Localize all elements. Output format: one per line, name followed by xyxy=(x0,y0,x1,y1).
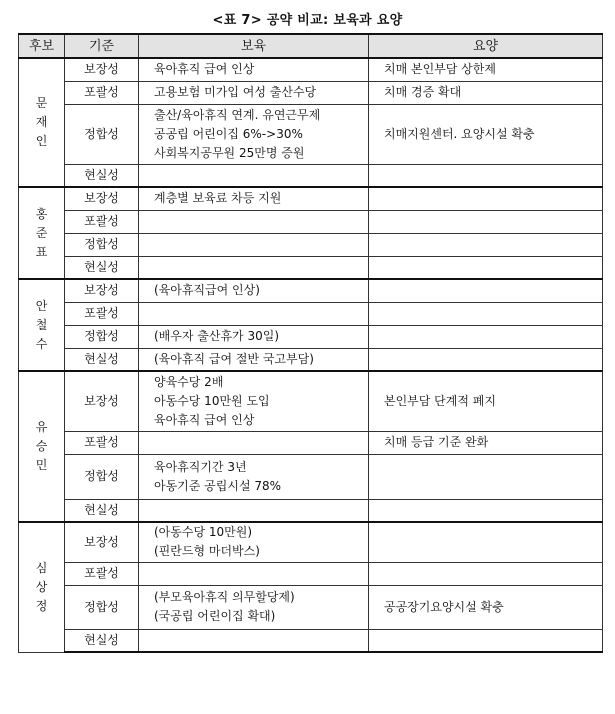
criterion-cell: 보장성 xyxy=(65,187,139,210)
candidate-name-char: 안 xyxy=(35,298,48,313)
childcare-line: 아동수당 10만원 도입 xyxy=(154,393,270,408)
childcare-cell xyxy=(139,164,369,187)
childcare-line: (핀란드형 마더박스) xyxy=(154,544,260,559)
eldercare-cell xyxy=(369,164,603,187)
header-candidate: 후보 xyxy=(19,34,65,58)
table-row xyxy=(19,256,603,279)
childcare-cell xyxy=(139,81,369,104)
candidate-name-char: 정 xyxy=(35,598,48,613)
childcare-cell xyxy=(139,371,369,431)
table-row xyxy=(19,629,603,652)
childcare-line: (배우자 출산휴가 30일) xyxy=(154,329,279,343)
candidate-name-char: 민 xyxy=(35,458,48,472)
criterion-cell: 정합성 xyxy=(65,585,139,629)
table-row xyxy=(19,233,603,256)
eldercare-cell xyxy=(369,233,603,256)
criterion-cell: 정합성 xyxy=(65,104,139,164)
table-row xyxy=(19,371,603,431)
table-row xyxy=(19,164,603,187)
table-row xyxy=(19,302,603,325)
criterion-cell: 보장성 xyxy=(65,58,139,81)
childcare-cell xyxy=(139,585,369,629)
childcare-cell xyxy=(139,210,369,233)
table-row xyxy=(19,585,603,629)
childcare-line: (육아휴직 급여 절반 국고부담) xyxy=(154,351,314,366)
table-row xyxy=(19,499,603,522)
childcare-cell xyxy=(139,58,369,81)
candidate-name-char: 재 xyxy=(35,115,48,129)
childcare-cell xyxy=(139,522,369,562)
candidate-name-char: 상 xyxy=(35,579,48,594)
childcare-line: 고용보험 미가입 여성 출산수당 xyxy=(154,85,317,99)
childcare-line: 양육수당 2배 xyxy=(154,374,224,389)
childcare-line: 계층별 보육료 차등 지원 xyxy=(154,191,282,206)
eldercare-cell xyxy=(369,348,603,371)
candidate-name-char: 홍 xyxy=(35,206,48,221)
candidate-name-cell xyxy=(19,58,65,187)
eldercare-cell xyxy=(369,371,603,431)
table-row xyxy=(19,104,603,164)
childcare-line: (육아휴직급여 인상) xyxy=(154,283,260,298)
eldercare-cell xyxy=(369,629,603,652)
childcare-cell xyxy=(139,104,369,164)
childcare-cell xyxy=(139,629,369,652)
candidate-name-char: 표 xyxy=(35,244,48,259)
eldercare-cell xyxy=(369,58,603,81)
eldercare-cell xyxy=(369,499,603,522)
childcare-cell xyxy=(139,302,369,325)
eldercare-line: 본인부담 단계적 폐지 xyxy=(384,393,496,408)
criterion-cell: 정합성 xyxy=(65,454,139,499)
table-row xyxy=(19,279,603,302)
childcare-cell xyxy=(139,431,369,454)
eldercare-cell xyxy=(369,585,603,629)
childcare-line: 공공립 어린이집 6%->30% xyxy=(154,126,303,141)
criterion-cell: 포괄성 xyxy=(65,431,139,454)
childcare-line: (국공립 어린이집 확대) xyxy=(154,609,276,623)
childcare-cell xyxy=(139,325,369,348)
criterion-cell: 현실성 xyxy=(65,629,139,652)
eldercare-line: 치매 본인부담 상한제 xyxy=(384,62,496,77)
table-row xyxy=(19,348,603,371)
childcare-cell xyxy=(139,256,369,279)
table-header-row xyxy=(19,34,603,58)
eldercare-cell xyxy=(369,104,603,164)
eldercare-cell xyxy=(369,431,603,454)
eldercare-line: 치매 등급 기준 완화 xyxy=(384,435,489,449)
header-childcare: 보육 xyxy=(139,34,369,58)
eldercare-cell xyxy=(369,454,603,499)
eldercare-cell xyxy=(369,279,603,302)
candidate-name-cell xyxy=(19,371,65,522)
policy-comparison-table xyxy=(18,33,603,653)
childcare-cell xyxy=(139,279,369,302)
childcare-line: 육아휴직 급여 인상 xyxy=(154,62,255,77)
criterion-cell: 포괄성 xyxy=(65,210,139,233)
childcare-line: 사회복지공무원 25만명 증원 xyxy=(154,145,305,160)
childcare-line: 출산/육아휴직 연계. 유연근무제 xyxy=(154,107,321,122)
criterion-cell: 포괄성 xyxy=(65,81,139,104)
childcare-cell xyxy=(139,562,369,585)
table-caption: <표 7> 공약 비교: 보육과 요양 xyxy=(212,13,403,28)
candidate-name-char: 철 xyxy=(35,317,48,332)
eldercare-cell xyxy=(369,302,603,325)
table-row xyxy=(19,58,603,81)
eldercare-line: 치매지원센터. 요양시설 확충 xyxy=(384,126,535,141)
candidate-name-char: 승 xyxy=(35,439,48,453)
criterion-cell: 현실성 xyxy=(65,348,139,371)
criterion-cell: 포괄성 xyxy=(65,562,139,585)
childcare-line: (부모육아휴직 의무할당제) xyxy=(154,590,295,604)
table-body xyxy=(19,58,603,652)
header-eldercare: 요양 xyxy=(369,34,603,58)
childcare-line: 육아휴직기간 3년 xyxy=(154,459,247,474)
candidate-name-char: 문 xyxy=(35,96,48,110)
header-criterion: 기준 xyxy=(65,34,139,58)
table-row xyxy=(19,431,603,454)
candidate-name-char: 심 xyxy=(35,560,48,575)
eldercare-line: 공공장기요양시설 확충 xyxy=(384,599,504,614)
criterion-cell: 보장성 xyxy=(65,279,139,302)
childcare-cell xyxy=(139,187,369,210)
table-row xyxy=(19,81,603,104)
criterion-cell: 현실성 xyxy=(65,499,139,522)
childcare-cell xyxy=(139,348,369,371)
candidate-name-cell xyxy=(19,279,65,371)
criterion-cell: 포괄성 xyxy=(65,302,139,325)
eldercare-cell xyxy=(369,187,603,210)
childcare-line: (아동수당 10만원) xyxy=(154,525,252,540)
criterion-cell: 보장성 xyxy=(65,371,139,431)
table-row xyxy=(19,210,603,233)
eldercare-cell xyxy=(369,256,603,279)
childcare-line: 아동기준 공립시설 78% xyxy=(154,478,282,493)
childcare-cell xyxy=(139,499,369,522)
table-row xyxy=(19,187,603,210)
childcare-line: 육아휴직 급여 인상 xyxy=(154,412,255,427)
criterion-cell: 보장성 xyxy=(65,522,139,562)
candidate-name-char: 준 xyxy=(35,225,48,240)
eldercare-cell xyxy=(369,81,603,104)
table-row xyxy=(19,454,603,499)
candidate-name-char: 유 xyxy=(35,420,48,434)
childcare-cell xyxy=(139,454,369,499)
eldercare-line: 치매 경증 확대 xyxy=(384,85,462,99)
eldercare-cell xyxy=(369,325,603,348)
eldercare-cell xyxy=(369,522,603,562)
criterion-cell: 정합성 xyxy=(65,233,139,256)
candidate-name-char: 수 xyxy=(35,336,48,351)
candidate-name-char: 인 xyxy=(35,134,48,148)
eldercare-cell xyxy=(369,210,603,233)
childcare-cell xyxy=(139,233,369,256)
table-row xyxy=(19,522,603,562)
table-row xyxy=(19,562,603,585)
candidate-name-cell xyxy=(19,522,65,652)
candidate-name-cell xyxy=(19,187,65,279)
table-row xyxy=(19,325,603,348)
eldercare-cell xyxy=(369,562,603,585)
criterion-cell: 현실성 xyxy=(65,256,139,279)
criterion-cell: 정합성 xyxy=(65,325,139,348)
criterion-cell: 현실성 xyxy=(65,164,139,187)
